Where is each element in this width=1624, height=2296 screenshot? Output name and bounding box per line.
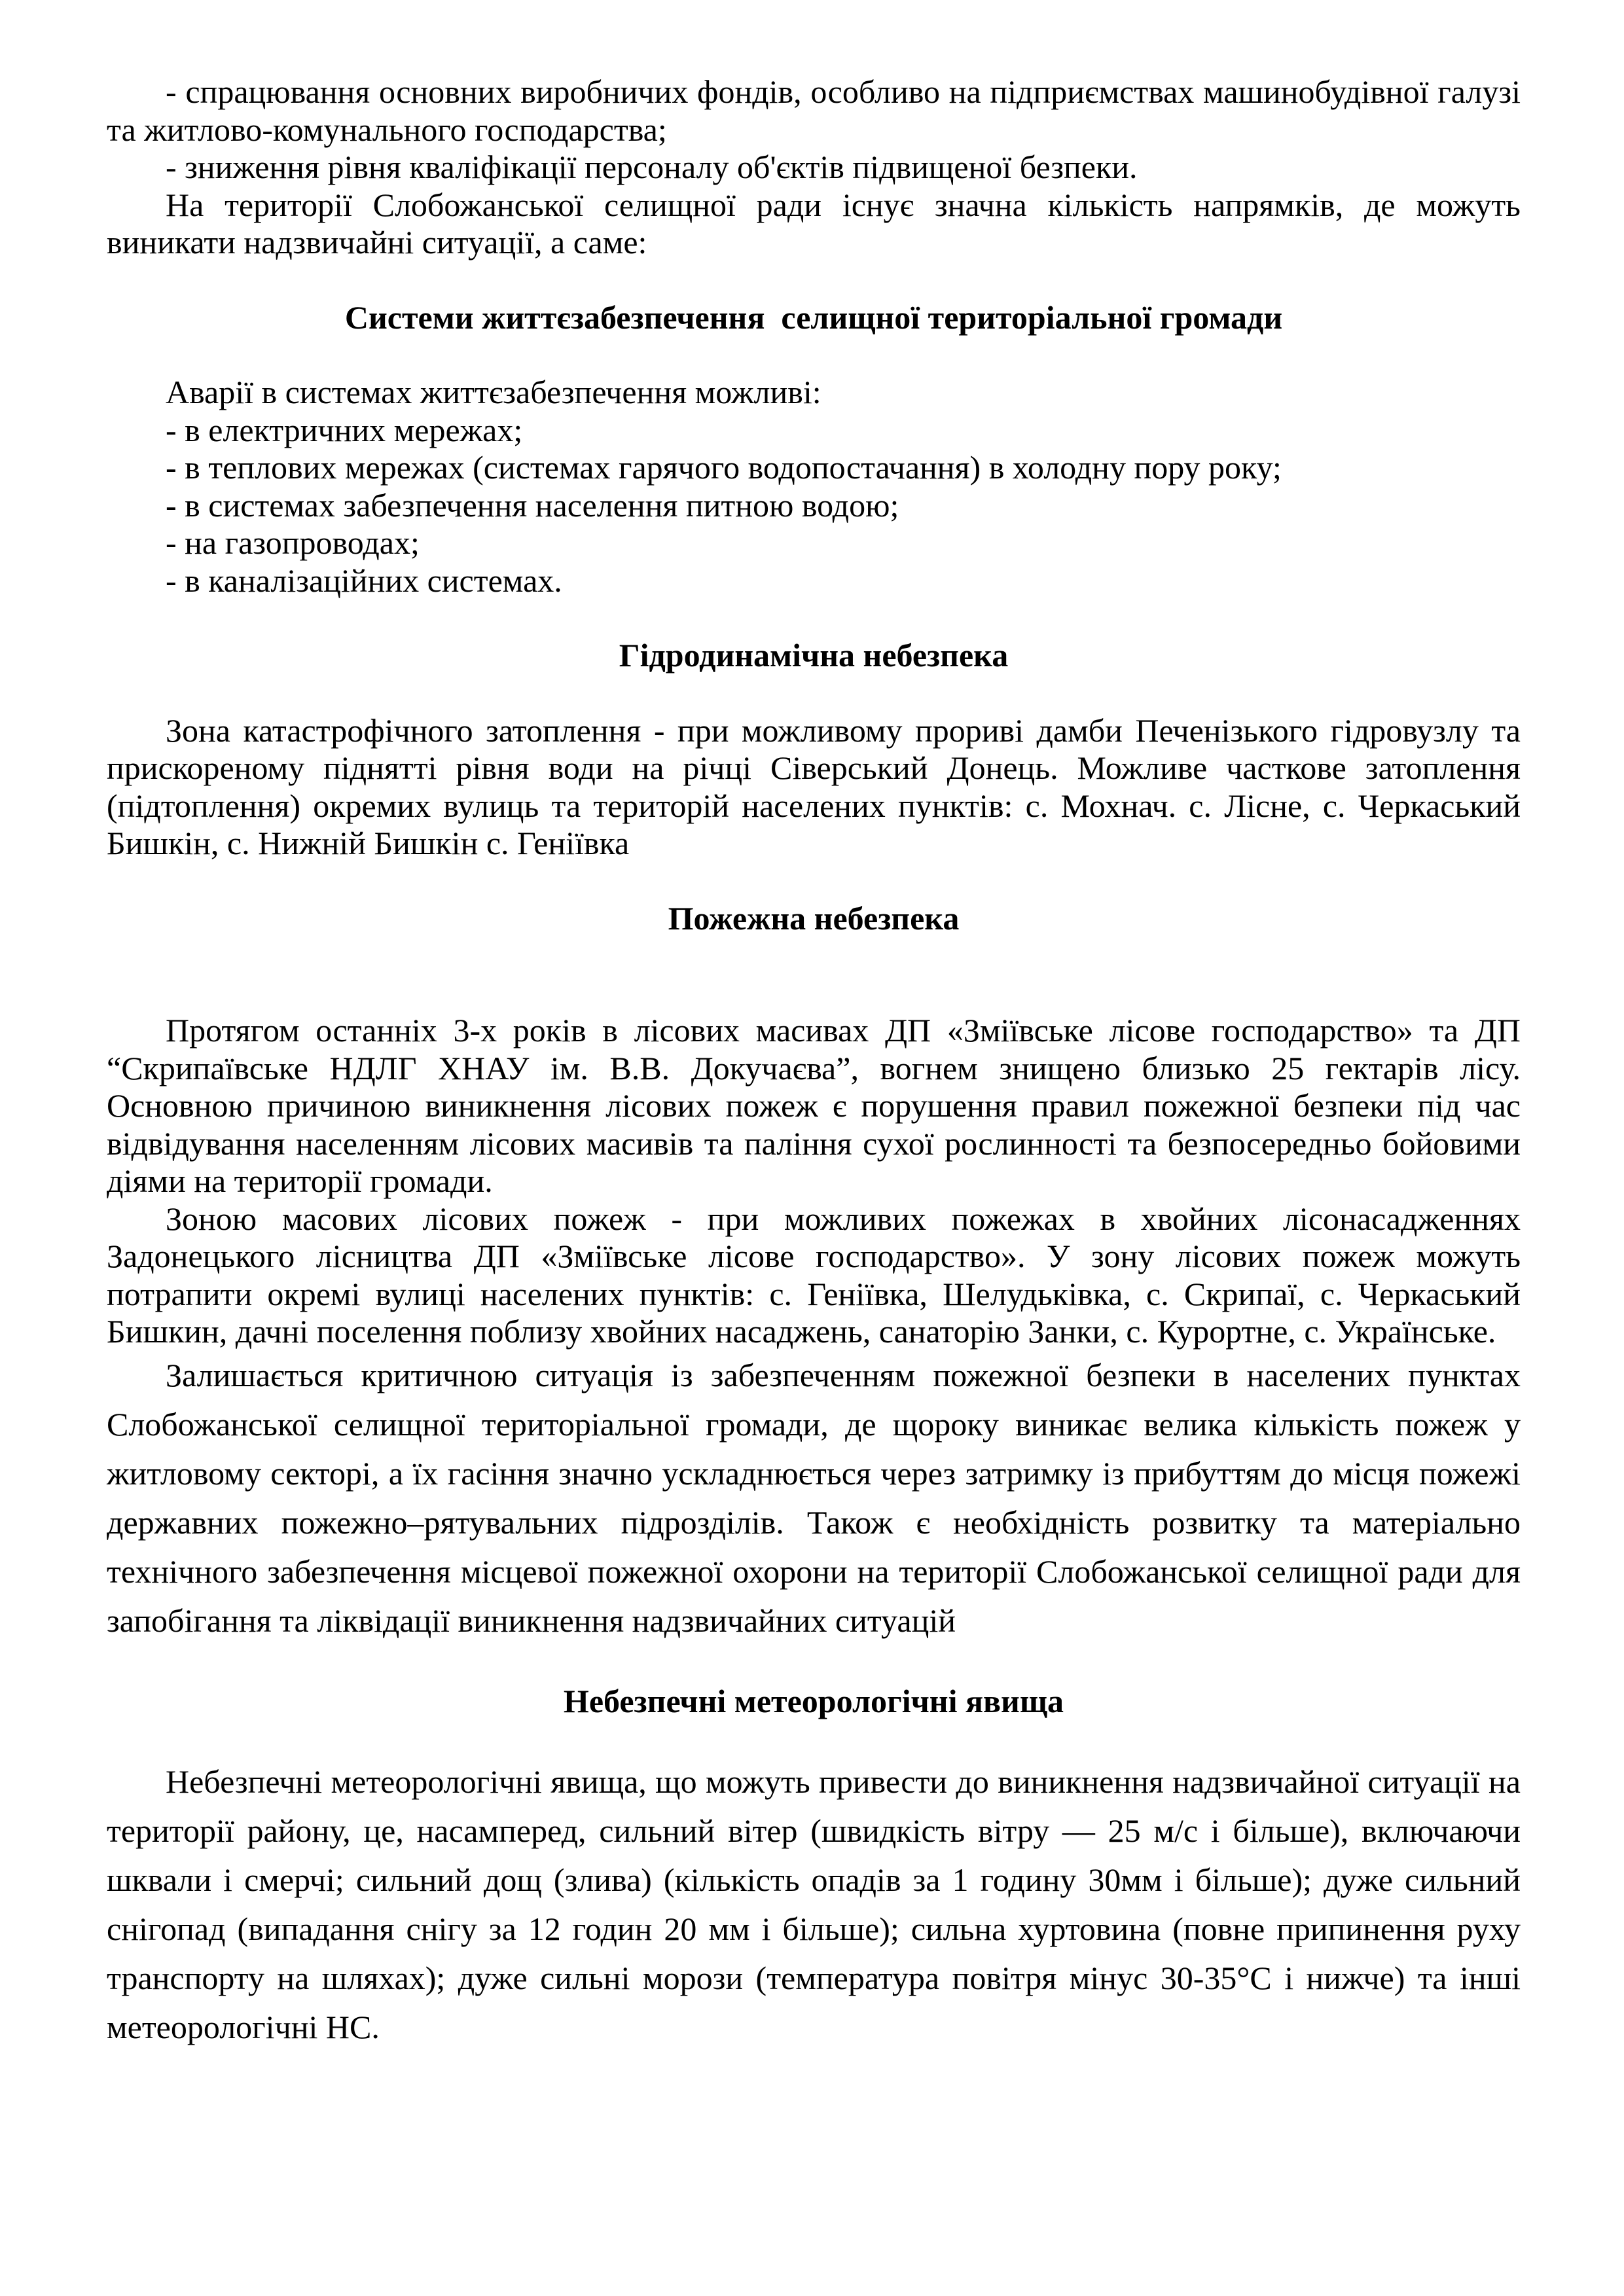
paragraph: - зниження рівня кваліфікації персоналу об'єктів підвищеної безпеки. bbox=[166, 149, 1138, 185]
section-heading: Системи життєзабезпечення селищної територіальної громади bbox=[344, 298, 1283, 336]
paragraph: - спрацювання основних виробничих фондів, особливо на підприємствах машинобудівної галузі та житлово-комунального господарства; bbox=[107, 73, 1521, 148]
section-heading: Гідродинамічна небезпека bbox=[619, 637, 1009, 673]
paragraph: - в електричних мережах; bbox=[166, 411, 523, 448]
paragraph: - в системах забезпечення населення питною водою; bbox=[166, 486, 899, 524]
paragraph: Аварії в системах життєзабезпечення можливі: bbox=[166, 374, 821, 410]
paragraph: - на газопроводах; bbox=[166, 524, 420, 561]
paragraph: Зона катастрофічного затоплення - при можливому прориві дамби Печенізького гідровузлу та прискореному піднятті рівня води на річці Сіверський Донець. Можливе часткове затоплення (підтоплення) окремих вулиць та територій населених пунктів: с. Мохнач. с. Лісне, с. Черкаський Бишкін, с. Нижній Бишкін с. Геніївка bbox=[107, 711, 1521, 861]
paragraph: - в теплових мережах (системах гарячого водопостачання) в холодну пору року; bbox=[166, 449, 1282, 486]
blank-line bbox=[107, 975, 1521, 1012]
paragraph: - в каналізаційних системах. bbox=[166, 562, 562, 599]
paragraph: Небезпечні метеорологічні явища, що можуть привести до виникнення надзвичайної ситуації на території району, це, насамперед, сильний вітер (швидкість вітру — 25 м/с і більше), включаючи шквали і смерчі; сильний дощ (злива) (кількість опадів за 1 годину 30мм і більше); дуже сильний снігопад (випадання снігу за 12 годин 20 мм і більше); сильна хуртовина (повне припинення руху транспорту на шляхах); дуже сильні морози (температура повітря мінус 30-35°С і нижче) та інші метеорологічні НС. bbox=[107, 1763, 1521, 2045]
paragraph: На території Слобожанської селищної ради існує значна кількість напрямків, де можуть виникати надзвичайні ситуації, а саме: bbox=[107, 186, 1521, 260]
section-heading: Пожежна небезпека bbox=[668, 899, 960, 937]
paragraph: Протягом останніх 3-х років в лісових масивах ДП «Зміївське лісове господарство» та ДП “Скрипаївське НДЛГ ХНАУ ім. В.В. Докучаєва”, вогнем знищено близько 25 гектарів лісу. Основною причиною виникнення лісових пожеж є порушення правил пожежної безпеки під час відвідування населенням лісових масивів та паління сухої рослинності та безпосередньо бойовими діями на території громади. bbox=[107, 1012, 1521, 1199]
paragraph: Залишається критичною ситуація із забезпеченням пожежної безпеки в населених пунктах Слобожанської селищної територіальної громади, де щороку виникає велика кількість пожеж у житловому секторі, а їх гасіння значно ускладнюється через затримку із прибуттям до місця пожежі державних пожежно–рятувальних підрозділів. Також є необхідність розвитку та матеріально технічного забезпечення місцевої пожежної охорони на території Слобожанської селищної ради для запобігання та ліквідації виникнення надзвичайних ситуацій bbox=[107, 1356, 1521, 1639]
paragraph: Зоною масових лісових пожеж - при можливих пожежах в хвойних лісонасадженнях Задонецького лісництва ДП «Зміївське лісове господарство». У зону лісових пожеж можуть потрапити окремі вулиці населених пунктів: с. Геніївка, Шелудьківка, с. Скрипаї, с. Черкаський Бишкин, дачні поселення поблизу хвойних насаджень, санаторію Занки, с. Курортне, с. Українське. bbox=[107, 1200, 1521, 1350]
section-heading: Небезпечні метеорологічні явища bbox=[563, 1682, 1064, 1719]
